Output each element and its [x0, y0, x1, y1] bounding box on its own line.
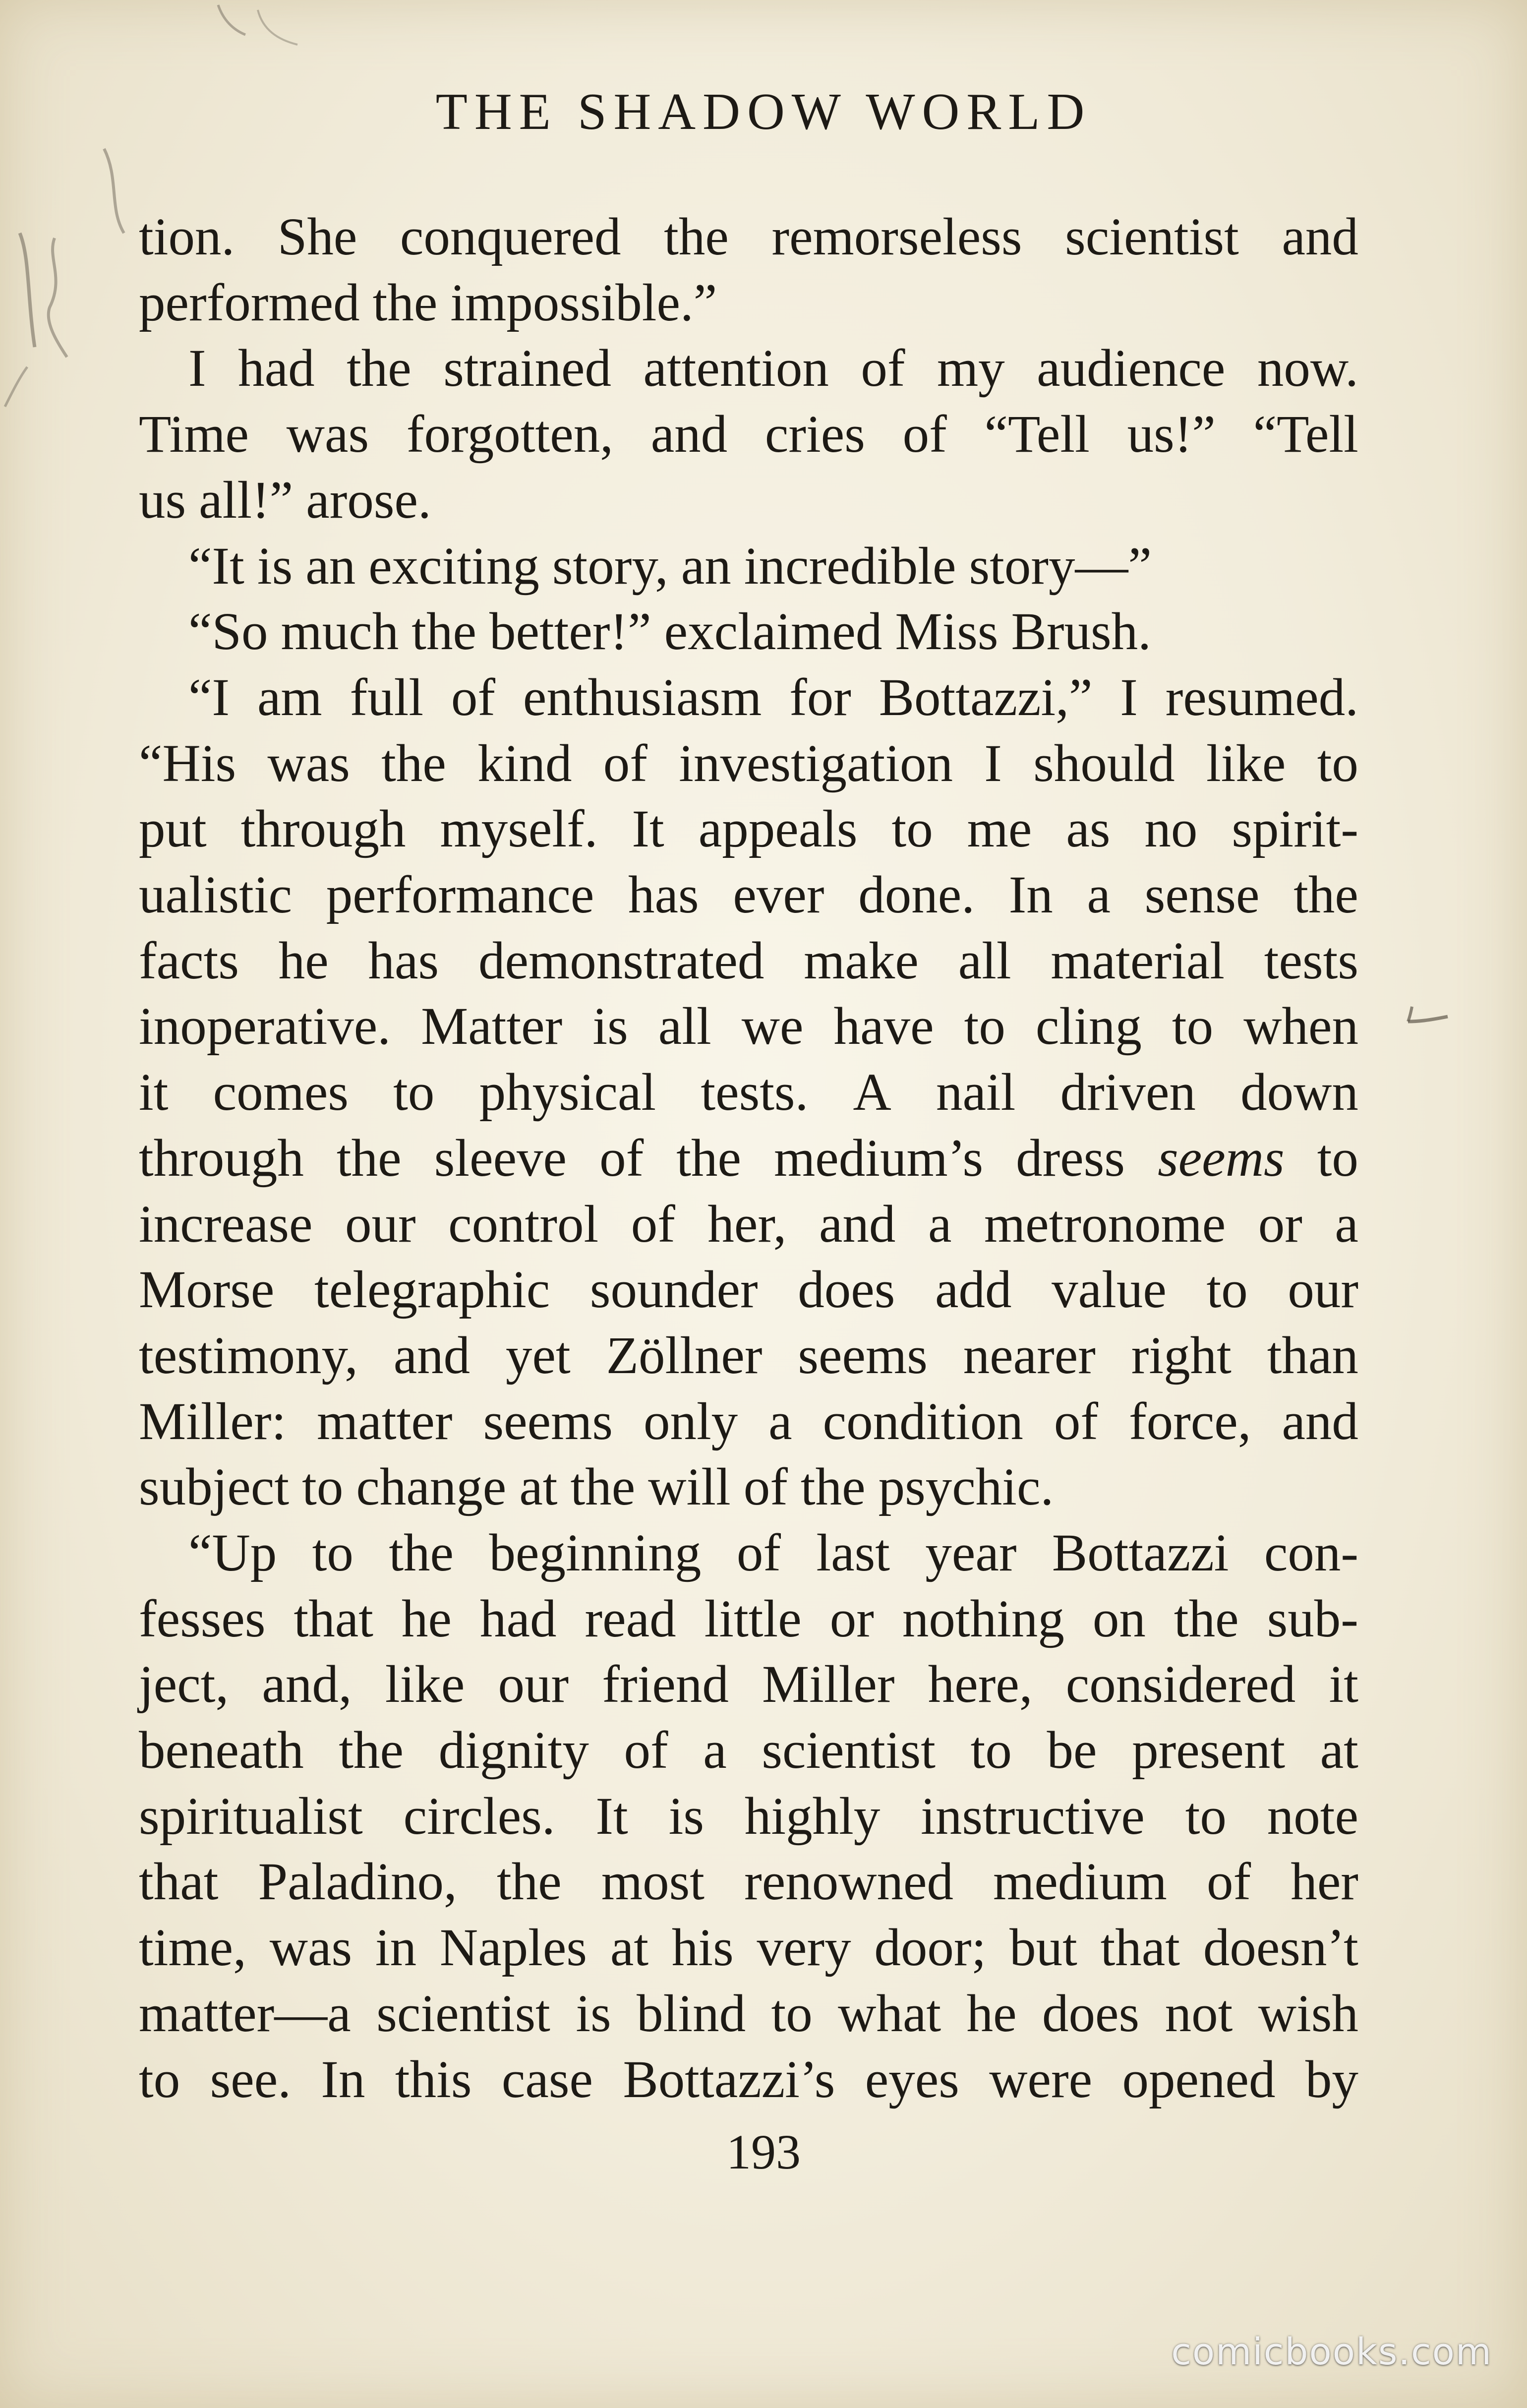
word: is [592, 997, 628, 1056]
word: “I [188, 668, 230, 727]
word: as [1066, 800, 1111, 858]
word: A [853, 1063, 891, 1122]
word: conquered [400, 208, 621, 266]
word: attention [643, 339, 829, 398]
word: “Tell [984, 405, 1090, 464]
word: see. [210, 2050, 291, 2109]
text-line [139, 1590, 1358, 1648]
page-number: 193 [726, 2124, 801, 2179]
word: her, [707, 1195, 787, 1254]
word: a [768, 1392, 792, 1451]
word: force, [1128, 1392, 1251, 1451]
word: medium’s [774, 1129, 984, 1188]
word: nail [936, 1063, 1016, 1122]
text-line [139, 1787, 1358, 1846]
text-line [188, 668, 1358, 727]
word: metronome [984, 1195, 1226, 1254]
word: to [970, 1721, 1012, 1780]
word: cries [764, 405, 865, 464]
word: his [671, 1919, 734, 1977]
word: is [576, 1985, 611, 2043]
word: he [402, 1590, 452, 1648]
word: seems [798, 1326, 928, 1385]
word: physical [479, 1063, 656, 1122]
word: is [257, 537, 293, 596]
word: what [838, 1985, 941, 2043]
word: of [736, 1524, 781, 1582]
word: dignity [438, 1721, 589, 1780]
text-line [139, 997, 1358, 1056]
word: has [628, 866, 699, 924]
text-line [139, 1261, 1358, 1319]
word: scientist [1065, 208, 1239, 266]
word: the [1174, 1590, 1239, 1648]
word: have [833, 997, 934, 1056]
word: the [372, 274, 438, 332]
word: ject, [139, 1655, 229, 1714]
word: arose. [306, 471, 431, 530]
word: little [704, 1590, 802, 1648]
word: forgotten, [406, 405, 613, 464]
word: a [928, 1195, 952, 1254]
word: to [771, 1985, 813, 2043]
word: cling [1035, 997, 1142, 1056]
word: not [1165, 1985, 1233, 2043]
word: of [902, 405, 947, 464]
word: psychic. [878, 1458, 1054, 1516]
word: all [658, 997, 711, 1056]
word: and [650, 405, 728, 464]
word: to [1317, 1129, 1358, 1188]
word: was [286, 405, 369, 464]
word: beginning [489, 1524, 702, 1582]
word: “Up [188, 1524, 277, 1582]
word: sense [1144, 866, 1260, 924]
word: door; [874, 1919, 987, 1977]
word: full [350, 668, 424, 727]
pencil-marginalia-arrow [1398, 992, 1458, 1041]
word: telegraphic [314, 1261, 550, 1319]
word: I [984, 734, 1002, 793]
word: fesses [139, 1590, 266, 1648]
word: most [601, 1853, 705, 1911]
word: all!” [199, 471, 294, 530]
word: condition [822, 1392, 1023, 1451]
word: should [1033, 734, 1175, 793]
word: tests. [701, 1063, 809, 1122]
word: In [1008, 866, 1053, 924]
word: driven [1060, 1063, 1196, 1122]
word: that [1100, 1919, 1180, 1977]
word: like [385, 1655, 465, 1714]
word: at [1320, 1721, 1358, 1780]
word: ever [733, 866, 824, 924]
word: matter [317, 1392, 453, 1451]
word: is [668, 1787, 705, 1846]
word: story—” [969, 537, 1152, 596]
word: Paladino, [258, 1853, 457, 1911]
word: appeals [698, 800, 858, 858]
word: impossible.” [450, 274, 717, 332]
word: kind [477, 734, 572, 793]
word: inoperative. [139, 997, 391, 1056]
word: “His [139, 734, 236, 793]
text-line [139, 1392, 1358, 1451]
word: our [345, 1195, 416, 1254]
word: the [676, 1129, 742, 1188]
word: had [480, 1590, 557, 1648]
word: was [267, 734, 350, 793]
word: matter—a [139, 1985, 351, 2043]
word: make [804, 932, 919, 990]
word: to [1206, 1261, 1248, 1319]
text-line [139, 1129, 1358, 1188]
text-line [139, 208, 1358, 266]
word: the [336, 1129, 402, 1188]
word: be [1047, 1721, 1097, 1780]
word: me [967, 800, 1032, 858]
word: the [339, 1721, 404, 1780]
word: change [356, 1458, 507, 1516]
text-line [139, 1195, 1358, 1254]
word: our [498, 1655, 569, 1714]
word: but [1009, 1919, 1077, 1977]
text-line [139, 1655, 1358, 1714]
word: put [139, 800, 207, 858]
word: the [570, 1458, 636, 1516]
word: had [238, 339, 315, 398]
word: instructive [921, 1787, 1145, 1846]
word: the [664, 208, 729, 266]
word: investigation [679, 734, 953, 793]
word: when [1243, 997, 1358, 1056]
word: present [1132, 1721, 1286, 1780]
word: increase [139, 1195, 313, 1254]
word: that [139, 1853, 219, 1911]
word: considered [1065, 1655, 1296, 1714]
word: comes [213, 1063, 349, 1122]
word: Bottazzi’s [623, 2050, 835, 2109]
word: I [1120, 668, 1138, 727]
word: a [703, 1721, 727, 1780]
word: through [139, 1129, 304, 1188]
word: con- [1264, 1524, 1358, 1582]
word: an [305, 537, 356, 596]
word: seems [1158, 1129, 1285, 1188]
word: “So [188, 602, 268, 661]
word: to [139, 2050, 180, 2109]
word: last [816, 1524, 890, 1582]
word: a [1087, 866, 1111, 924]
word: like [1206, 734, 1286, 793]
word: Brush. [1011, 602, 1151, 661]
word: of [1054, 1392, 1098, 1451]
word: us!” [1127, 405, 1216, 464]
text-line [188, 1524, 1358, 1582]
word: time, [139, 1919, 246, 1977]
word: he [278, 932, 329, 990]
word: than [1267, 1326, 1358, 1385]
word: by [1305, 2050, 1358, 2109]
word: beneath [139, 1721, 304, 1780]
word: read [585, 1590, 676, 1648]
word: exclaimed [664, 602, 882, 661]
word: scientist [762, 1721, 936, 1780]
word: testimony, [139, 1326, 358, 1385]
word: value [1052, 1261, 1167, 1319]
word: at [519, 1458, 558, 1516]
text-line [139, 932, 1358, 990]
word: Morse [139, 1261, 275, 1319]
word: Miss [895, 602, 998, 661]
word: note [1267, 1787, 1358, 1846]
word: Matter [421, 997, 563, 1056]
word: sounder [589, 1261, 758, 1319]
word: the [411, 602, 476, 661]
word: facts [139, 932, 239, 990]
word: friend [602, 1655, 729, 1714]
word: am [257, 668, 322, 727]
word: wish [1258, 1985, 1358, 2043]
text-line [139, 734, 1358, 793]
word: tion. [139, 208, 235, 266]
word: Miller [762, 1655, 895, 1714]
word: of [861, 339, 905, 398]
word: of [743, 1458, 788, 1516]
word: were [989, 2050, 1093, 2109]
word: incredible [744, 537, 956, 596]
word: resumed. [1165, 668, 1358, 727]
word: blind [637, 1985, 746, 2043]
word: control [448, 1195, 599, 1254]
word: Time [139, 405, 249, 464]
word: or [829, 1590, 874, 1648]
word: enthusiasm [523, 668, 762, 727]
word: myself. [440, 800, 598, 858]
word: doesn’t [1203, 1919, 1358, 1977]
word: medium [993, 1853, 1167, 1911]
running-header: THE SHADOW WORLD [435, 82, 1092, 140]
word: “It [188, 537, 244, 596]
word: on [1092, 1590, 1146, 1648]
word: and [1282, 208, 1358, 266]
word: a [1335, 1195, 1358, 1254]
word: now. [1257, 339, 1358, 398]
word: no [1144, 800, 1198, 858]
word: case [501, 2050, 593, 2109]
text-line [188, 602, 1358, 661]
word: or [1258, 1195, 1302, 1254]
word: it [1329, 1655, 1358, 1714]
word: Bottazzi,” [879, 668, 1093, 727]
word: does [1042, 1985, 1140, 2043]
word: through [240, 800, 406, 858]
word: has [368, 932, 439, 990]
word: yet [506, 1326, 571, 1385]
word: of [1207, 1853, 1251, 1911]
word: and [819, 1195, 896, 1254]
word: the [496, 1853, 562, 1911]
word: of [451, 668, 496, 727]
word: scientist [376, 1985, 550, 2043]
word: seems [483, 1392, 613, 1451]
word: story, [552, 537, 668, 596]
word: ualistic [139, 866, 293, 924]
word: strained [443, 339, 611, 398]
word: year [925, 1524, 1017, 1582]
text-line [139, 1919, 1358, 1977]
word: It [632, 800, 664, 858]
word: opened [1122, 2050, 1276, 2109]
word: better!” [489, 602, 651, 661]
word: here, [928, 1655, 1033, 1714]
word: that [294, 1590, 373, 1648]
word: our [1288, 1261, 1358, 1319]
word: to [1172, 997, 1214, 1056]
word: and, [262, 1655, 352, 1714]
text-line [139, 800, 1358, 858]
word: for [789, 668, 851, 727]
word: audience [1037, 339, 1226, 398]
word: it [139, 1063, 169, 1122]
text-line [188, 537, 1358, 596]
text-line [139, 1987, 1358, 2041]
word: demonstrated [478, 932, 764, 990]
word: Naples [439, 1919, 587, 1977]
text-line [139, 274, 1358, 332]
text-line [188, 339, 1358, 398]
word: circles. [403, 1787, 555, 1846]
word: was [269, 1919, 352, 1977]
word: sub- [1267, 1590, 1358, 1648]
word: to [1185, 1787, 1227, 1846]
word: Bottazzi [1052, 1524, 1229, 1582]
word: he [966, 1985, 1017, 2043]
word: material [1051, 932, 1225, 990]
word: “Tell [1253, 405, 1358, 464]
text-line [139, 1326, 1358, 1385]
word: It [595, 1787, 628, 1846]
word: down [1240, 1063, 1358, 1122]
word: the [800, 1458, 866, 1516]
word: to [964, 997, 1005, 1056]
word: Miller: [139, 1392, 287, 1451]
text-line [139, 1721, 1358, 1780]
word: tests [1264, 932, 1358, 990]
text-line [139, 866, 1358, 924]
word: She [277, 208, 357, 266]
text-line [139, 471, 1358, 530]
word: this [395, 2050, 472, 2109]
word: an [681, 537, 731, 596]
word: nothing [902, 1590, 1064, 1648]
word: at [610, 1919, 649, 1977]
word: Zöllner [606, 1326, 763, 1385]
word: to [891, 800, 933, 858]
word: dress [1016, 1129, 1125, 1188]
word: renowned [744, 1853, 954, 1911]
word: add [935, 1261, 1012, 1319]
word: will [648, 1458, 731, 1516]
word: performance [326, 866, 594, 924]
word: spirit- [1232, 800, 1358, 858]
word: exciting [368, 537, 539, 596]
word: the [1293, 866, 1358, 924]
word: to [312, 1524, 353, 1582]
word: the [381, 734, 446, 793]
word: of [599, 1129, 644, 1188]
word: eyes [865, 2050, 959, 2109]
text-line [139, 1458, 1358, 1516]
word: very [757, 1919, 851, 1977]
word: remorseless [771, 208, 1022, 266]
word: of [603, 734, 647, 793]
word: nearer [963, 1326, 1096, 1385]
text-line [139, 405, 1358, 464]
word: right [1131, 1326, 1232, 1385]
word: to [1317, 734, 1358, 793]
word: In [321, 2050, 365, 2109]
word: performed [139, 274, 360, 332]
word: highly [744, 1787, 881, 1846]
text-line [139, 2050, 1358, 2109]
word: and [1282, 1392, 1358, 1451]
word: we [741, 997, 804, 1056]
word: much [281, 602, 399, 661]
word: the [347, 339, 411, 398]
word: us [139, 471, 186, 530]
word: of [624, 1721, 668, 1780]
word: all [958, 932, 1011, 990]
text-line [139, 1063, 1358, 1122]
word: of [631, 1195, 675, 1254]
word: subject [139, 1458, 290, 1516]
word: to [393, 1063, 435, 1122]
word: sleeve [434, 1129, 567, 1188]
word: the [389, 1524, 454, 1582]
watermark: comicbooks.com [1171, 2331, 1492, 2373]
word: my [937, 339, 1005, 398]
word: to [302, 1458, 344, 1516]
word: done. [858, 866, 975, 924]
word: I [188, 339, 206, 398]
word: and [393, 1326, 470, 1385]
word: in [375, 1919, 417, 1977]
word: does [798, 1261, 895, 1319]
word: only [643, 1392, 738, 1451]
word: spiritualist [139, 1787, 363, 1846]
word: her [1291, 1853, 1358, 1911]
text-line [139, 1853, 1358, 1911]
